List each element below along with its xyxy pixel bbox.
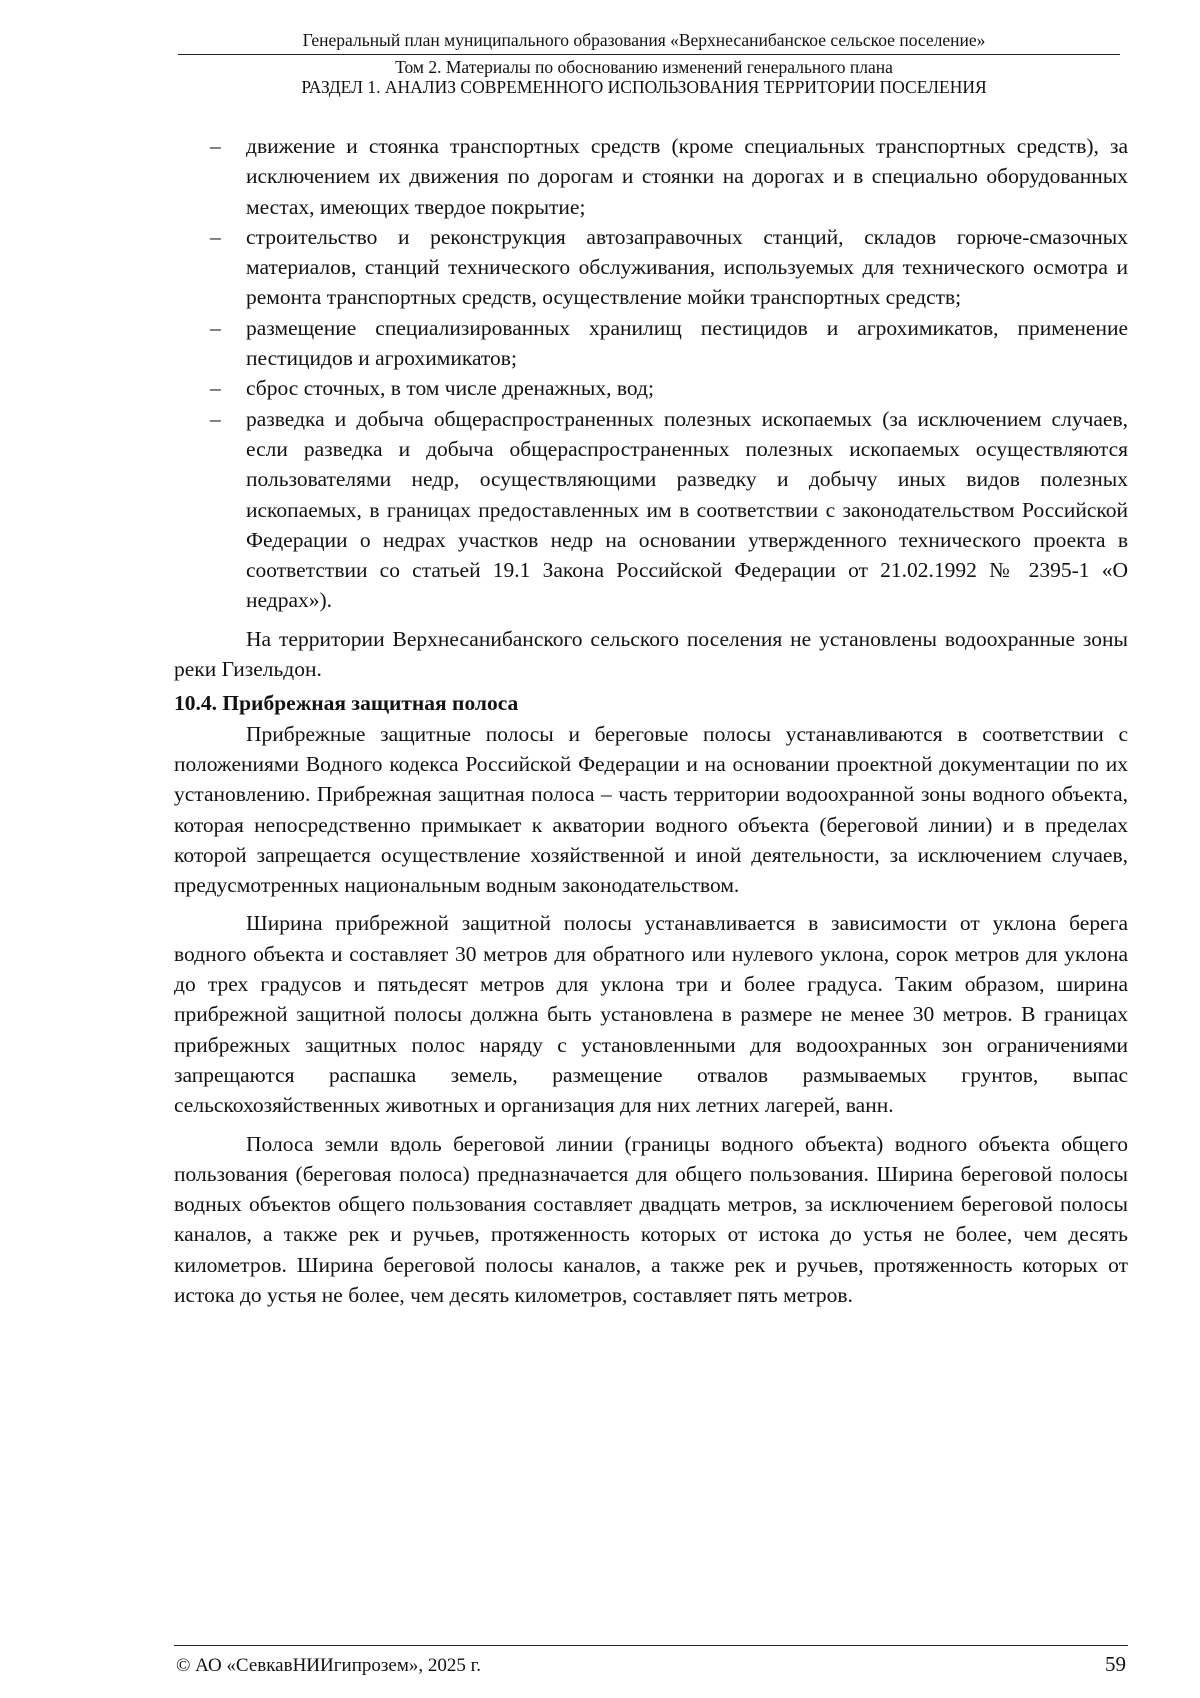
header-volume: Том 2. Материалы по обоснованию изменений генерального плана	[395, 57, 893, 77]
paragraph: Полоса земли вдоль береговой линии (границы водного объекта) водного объекта общего пользования (береговая полоса) предназначается для общего пользования. Ширина береговой полосы водных объектов общего пользования составляет двадцать метров, за исключением береговой полосы каналов, а также рек и ручьев, протяженность которых от истока до устья не более, чем десять километров. Ширина береговой полосы каналов, а также рек и ручьев, протяженность которых от истока до устья не более, чем десять километров, составляет пять метров.	[174, 1131, 1128, 1307]
list-item	[174, 313, 1128, 374]
section-heading: 10.4. Прибрежная защитная полоса	[174, 691, 519, 716]
header-section: РАЗДЕЛ 1. АНАЛИЗ СОВРЕМЕННОГО ИСПОЛЬЗОВАНИЯ ТЕРРИТОРИИ ПОСЕЛЕНИЯ	[301, 77, 987, 97]
bullet-dash: –	[210, 224, 221, 249]
list-item-text: движение и стоянка транспортных средств (кроме специальных транспортных средств), за исключением их движения по дорогам и стоянки на дорогах и в специально оборудованных местах, имеющих твердое покрытие;	[246, 134, 1128, 219]
footer-divider	[174, 1645, 1128, 1646]
list-item	[174, 404, 1128, 616]
list-item-text: размещение специализированных хранилищ пестицидов и агрохимикатов, применение пестицидов и агрохимикатов;	[246, 315, 1128, 371]
paragraph: Прибрежные защитные полосы и береговые полосы устанавливаются в соответствии с положениями Водного кодекса Российской Федерации и на основании проектной документации по их установлению. Прибрежная защитная полоса – часть территории водоохранной зоны водного объекта, которая непосредственно примыкает к акватории водного объекта (береговой линии) и в пределах которой запрещается осуществление хозяйственной и иной деятельности, за исключением случаев, предусмотренных национальным водным законодательством.	[174, 721, 1128, 898]
bullet-dash: –	[210, 315, 221, 340]
page-body	[174, 131, 1128, 1310]
paragraph-water-zones: На территории Верхнесанибанского сельского поселения не установлены водоохранные зоны реки Гизельдон.	[174, 626, 1128, 682]
list-item-text: сброс сточных, в том числе дренажных, вод;	[246, 376, 654, 401]
restrictions-list	[174, 131, 1128, 616]
header-divider	[178, 54, 1120, 55]
footer-copyright: © АО «СевкавНИИгипрозем», 2025 г.	[176, 1655, 481, 1676]
page-number: 59	[1105, 1652, 1126, 1676]
header-subtitle	[178, 57, 1110, 97]
list-item	[174, 131, 1128, 222]
list-item	[174, 373, 1128, 403]
bullet-dash: –	[210, 406, 221, 431]
list-item-text: разведка и добыча общераспространенных полезных ископаемых (за исключением случаев, если разведка и добыча общераспространенных полезных ископаемых осуществляются пользователями недр, осуществляющими разведку и добычу иных видов полезных ископаемых, в границах предоставленных им в соответствии с законодательством Российской Федерации о недрах участков недр на основании утвержденного технического проекта в соответствии со статьей 19.1 Закона Российской Федерации от 21.02.1992 № 2395-1 «О недрах»).	[246, 406, 1128, 613]
paragraph: Ширина прибрежной защитной полосы устанавливается в зависимости от уклона берега водного объекта и составляет 30 метров для обратного или нулевого уклона, сорок метров для уклона до трех градусов и пятьдесят метров для уклона три и более градуса. Таким образом, ширина прибрежной защитной полосы должна быть установлена в размере не менее 30 метров. В границах прибрежных защитных полос наряду с установленными для водоохранных зон ограничениями запрещаются распашка земель, размещение отвалов размываемых грунтов, выпас сельскохозяйственных животных и организация для них летних лагерей, ванн.	[174, 911, 1128, 1118]
header-title: Генеральный план муниципального образования «Верхнесанибанское сельское поселение»	[302, 30, 986, 50]
bullet-dash: –	[210, 134, 221, 158]
bullet-dash: –	[210, 376, 221, 401]
list-item	[174, 222, 1128, 313]
list-item-text: строительство и реконструкция автозаправочных станций, складов горюче-смазочных материалов, станций технического обслуживания, используемых для технического осмотра и ремонта транспортных средств, осуществление мойки транспортных средств;	[246, 224, 1128, 310]
